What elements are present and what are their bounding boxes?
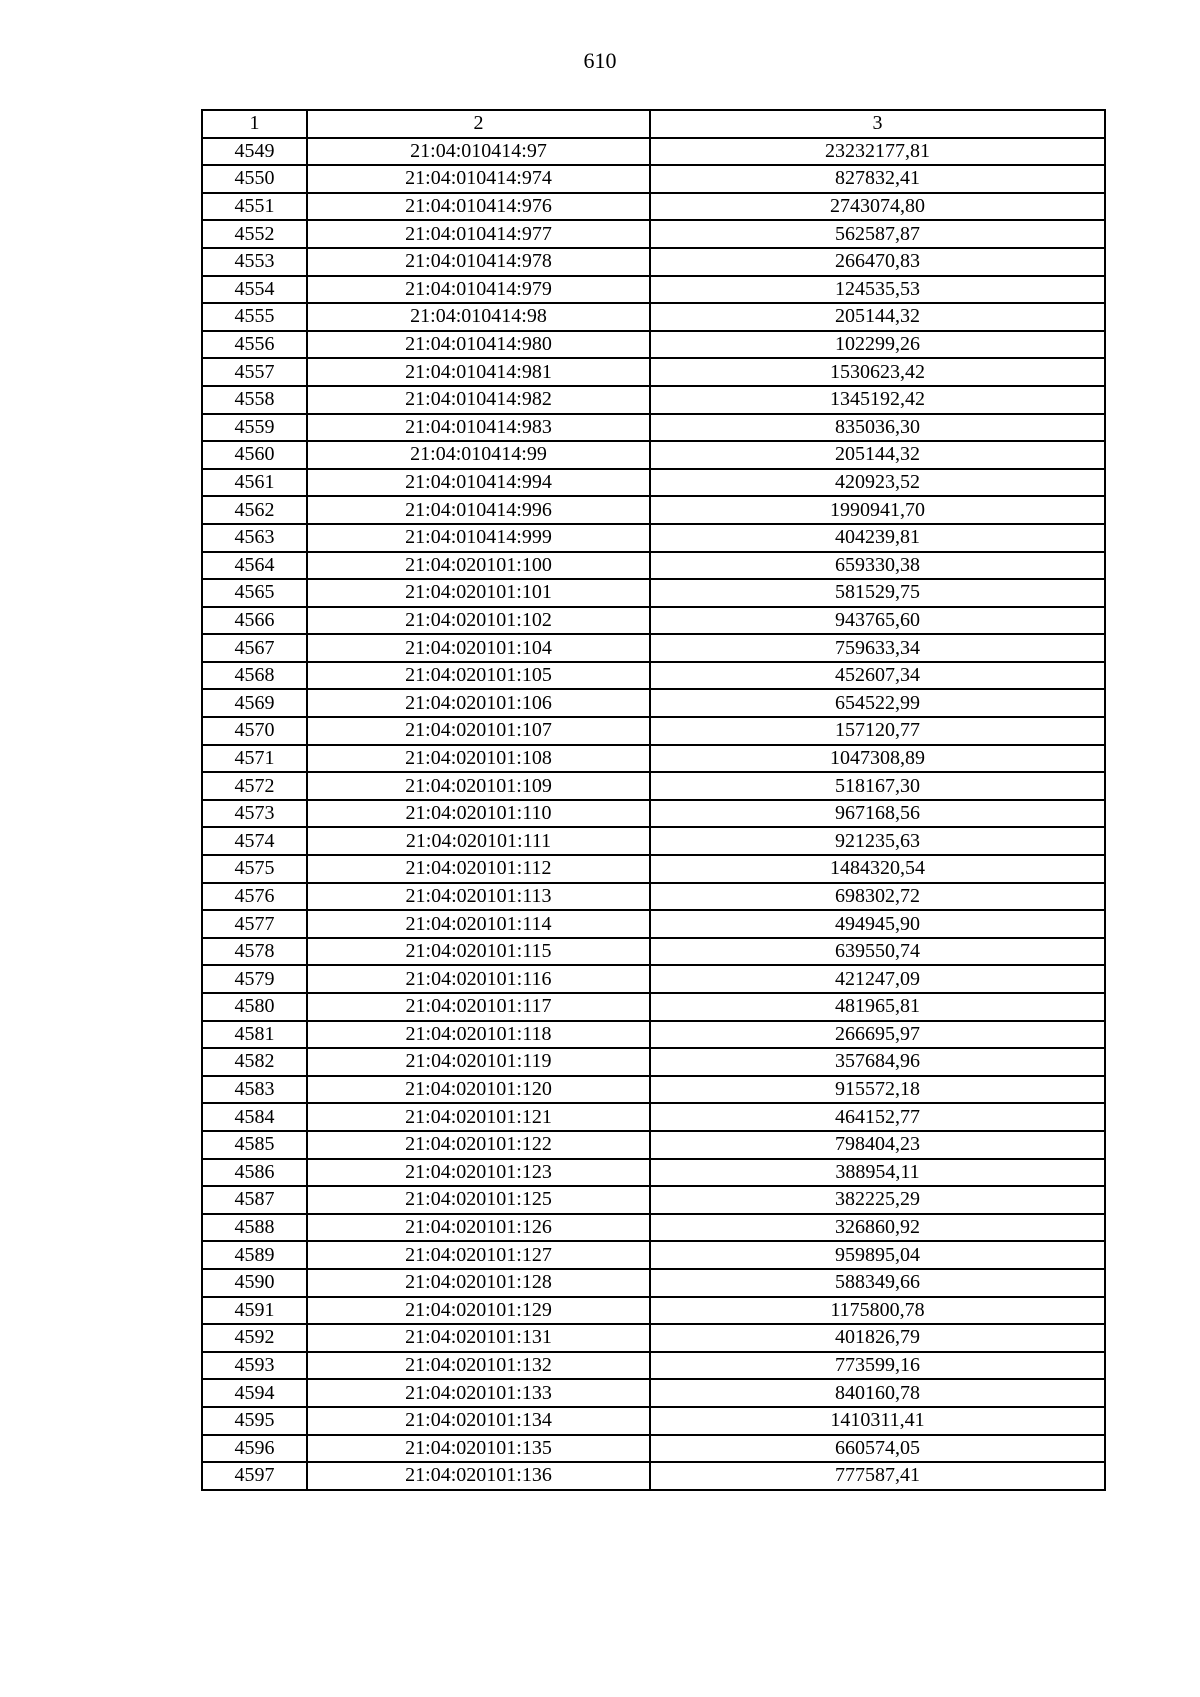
cadastral-number-cell: 21:04:020101:112 xyxy=(307,855,650,883)
cadastral-number-cell: 21:04:020101:108 xyxy=(307,745,650,773)
row-number-cell: 4587 xyxy=(202,1186,307,1214)
value-cell: 124535,53 xyxy=(650,276,1105,304)
column-header-1: 1 xyxy=(202,110,307,138)
cadastral-number-cell: 21:04:020101:121 xyxy=(307,1103,650,1131)
table-row xyxy=(202,1379,1105,1407)
value-cell: 798404,23 xyxy=(650,1131,1105,1159)
table-row xyxy=(202,1021,1105,1049)
row-number-cell: 4592 xyxy=(202,1324,307,1352)
row-number-cell: 4595 xyxy=(202,1407,307,1435)
row-number-cell: 4585 xyxy=(202,1131,307,1159)
value-cell: 357684,96 xyxy=(650,1048,1105,1076)
table-row xyxy=(202,800,1105,828)
value-cell: 827832,41 xyxy=(650,165,1105,193)
row-number-cell: 4570 xyxy=(202,717,307,745)
table-row xyxy=(202,689,1105,717)
table-header xyxy=(202,110,1105,138)
row-number-cell: 4593 xyxy=(202,1352,307,1380)
cadastral-number-cell: 21:04:020101:127 xyxy=(307,1241,650,1269)
cadastral-number-cell: 21:04:020101:102 xyxy=(307,607,650,635)
data-table xyxy=(201,109,1106,1491)
row-number-cell: 4576 xyxy=(202,883,307,911)
table-row xyxy=(202,414,1105,442)
value-cell: 266695,97 xyxy=(650,1021,1105,1049)
value-cell: 421247,09 xyxy=(650,965,1105,993)
row-number-cell: 4563 xyxy=(202,524,307,552)
value-cell: 921235,63 xyxy=(650,827,1105,855)
value-cell: 759633,34 xyxy=(650,634,1105,662)
row-number-cell: 4567 xyxy=(202,634,307,662)
cadastral-number-cell: 21:04:020101:110 xyxy=(307,800,650,828)
cadastral-number-cell: 21:04:020101:128 xyxy=(307,1269,650,1297)
value-cell: 518167,30 xyxy=(650,772,1105,800)
row-number-cell: 4560 xyxy=(202,441,307,469)
cadastral-number-cell: 21:04:010414:981 xyxy=(307,358,650,386)
table-row xyxy=(202,1076,1105,1104)
row-number-cell: 4591 xyxy=(202,1297,307,1325)
row-number-cell: 4572 xyxy=(202,772,307,800)
cadastral-number-cell: 21:04:020101:114 xyxy=(307,910,650,938)
table-row xyxy=(202,1407,1105,1435)
value-cell: 915572,18 xyxy=(650,1076,1105,1104)
column-header-2: 2 xyxy=(307,110,650,138)
value-cell: 23232177,81 xyxy=(650,138,1105,166)
table-row xyxy=(202,965,1105,993)
table-row xyxy=(202,1159,1105,1187)
value-cell: 959895,04 xyxy=(650,1241,1105,1269)
row-number-cell: 4580 xyxy=(202,993,307,1021)
value-cell: 326860,92 xyxy=(650,1214,1105,1242)
table-row xyxy=(202,138,1105,166)
table-row xyxy=(202,552,1105,580)
cadastral-number-cell: 21:04:020101:107 xyxy=(307,717,650,745)
table-row xyxy=(202,276,1105,304)
value-cell: 588349,66 xyxy=(650,1269,1105,1297)
cadastral-number-cell: 21:04:010414:974 xyxy=(307,165,650,193)
row-number-cell: 4589 xyxy=(202,1241,307,1269)
table-row xyxy=(202,193,1105,221)
row-number-cell: 4590 xyxy=(202,1269,307,1297)
cadastral-number-cell: 21:04:020101:106 xyxy=(307,689,650,717)
table-row xyxy=(202,1048,1105,1076)
table-row xyxy=(202,745,1105,773)
value-cell: 660574,05 xyxy=(650,1435,1105,1463)
cadastral-number-cell: 21:04:010414:977 xyxy=(307,220,650,248)
cadastral-number-cell: 21:04:020101:129 xyxy=(307,1297,650,1325)
value-cell: 639550,74 xyxy=(650,938,1105,966)
row-number-cell: 4566 xyxy=(202,607,307,635)
table-row xyxy=(202,579,1105,607)
row-number-cell: 4583 xyxy=(202,1076,307,1104)
row-number-cell: 4559 xyxy=(202,414,307,442)
value-cell: 840160,78 xyxy=(650,1379,1105,1407)
value-cell: 205144,32 xyxy=(650,441,1105,469)
row-number-cell: 4597 xyxy=(202,1462,307,1490)
row-number-cell: 4596 xyxy=(202,1435,307,1463)
table-row xyxy=(202,524,1105,552)
value-cell: 835036,30 xyxy=(650,414,1105,442)
row-number-cell: 4578 xyxy=(202,938,307,966)
cadastral-number-cell: 21:04:020101:133 xyxy=(307,1379,650,1407)
row-number-cell: 4565 xyxy=(202,579,307,607)
column-header-3: 3 xyxy=(650,110,1105,138)
table-row xyxy=(202,1352,1105,1380)
row-number-cell: 4582 xyxy=(202,1048,307,1076)
table-row xyxy=(202,248,1105,276)
table-row xyxy=(202,331,1105,359)
cadastral-number-cell: 21:04:010414:999 xyxy=(307,524,650,552)
row-number-cell: 4561 xyxy=(202,469,307,497)
value-cell: 943765,60 xyxy=(650,607,1105,635)
row-number-cell: 4575 xyxy=(202,855,307,883)
cadastral-number-cell: 21:04:020101:132 xyxy=(307,1352,650,1380)
value-cell: 481965,81 xyxy=(650,993,1105,1021)
table-row xyxy=(202,1462,1105,1490)
cadastral-number-cell: 21:04:010414:98 xyxy=(307,303,650,331)
table-row xyxy=(202,772,1105,800)
row-number-cell: 4579 xyxy=(202,965,307,993)
cadastral-number-cell: 21:04:020101:104 xyxy=(307,634,650,662)
row-number-cell: 4577 xyxy=(202,910,307,938)
table-row xyxy=(202,910,1105,938)
cadastral-number-cell: 21:04:020101:105 xyxy=(307,662,650,690)
table-row xyxy=(202,441,1105,469)
row-number-cell: 4552 xyxy=(202,220,307,248)
table-row xyxy=(202,1269,1105,1297)
value-cell: 404239,81 xyxy=(650,524,1105,552)
table-row xyxy=(202,303,1105,331)
value-cell: 401826,79 xyxy=(650,1324,1105,1352)
cadastral-number-cell: 21:04:020101:117 xyxy=(307,993,650,1021)
table-body xyxy=(202,138,1105,1490)
cadastral-number-cell: 21:04:010414:99 xyxy=(307,441,650,469)
row-number-cell: 4549 xyxy=(202,138,307,166)
cadastral-number-cell: 21:04:010414:978 xyxy=(307,248,650,276)
table-row xyxy=(202,662,1105,690)
table-row xyxy=(202,386,1105,414)
row-number-cell: 4554 xyxy=(202,276,307,304)
value-cell: 654522,99 xyxy=(650,689,1105,717)
cadastral-number-cell: 21:04:010414:983 xyxy=(307,414,650,442)
value-cell: 777587,41 xyxy=(650,1462,1105,1490)
value-cell: 157120,77 xyxy=(650,717,1105,745)
value-cell: 266470,83 xyxy=(650,248,1105,276)
cadastral-number-cell: 21:04:020101:126 xyxy=(307,1214,650,1242)
row-number-cell: 4588 xyxy=(202,1214,307,1242)
cadastral-number-cell: 21:04:020101:109 xyxy=(307,772,650,800)
table-row xyxy=(202,469,1105,497)
row-number-cell: 4562 xyxy=(202,496,307,524)
value-cell: 773599,16 xyxy=(650,1352,1105,1380)
cadastral-number-cell: 21:04:020101:101 xyxy=(307,579,650,607)
table-row xyxy=(202,358,1105,386)
value-cell: 494945,90 xyxy=(650,910,1105,938)
cadastral-number-cell: 21:04:020101:122 xyxy=(307,1131,650,1159)
row-number-cell: 4557 xyxy=(202,358,307,386)
value-cell: 967168,56 xyxy=(650,800,1105,828)
table-row xyxy=(202,165,1105,193)
value-cell: 2743074,80 xyxy=(650,193,1105,221)
cadastral-number-cell: 21:04:020101:134 xyxy=(307,1407,650,1435)
row-number-cell: 4558 xyxy=(202,386,307,414)
cadastral-number-cell: 21:04:020101:136 xyxy=(307,1462,650,1490)
value-cell: 464152,77 xyxy=(650,1103,1105,1131)
value-cell: 1990941,70 xyxy=(650,496,1105,524)
row-number-cell: 4564 xyxy=(202,552,307,580)
cadastral-number-cell: 21:04:010414:976 xyxy=(307,193,650,221)
page-number: 610 xyxy=(583,48,617,73)
cadastral-number-cell: 21:04:020101:125 xyxy=(307,1186,650,1214)
cadastral-number-cell: 21:04:010414:994 xyxy=(307,469,650,497)
row-number-cell: 4584 xyxy=(202,1103,307,1131)
row-number-cell: 4581 xyxy=(202,1021,307,1049)
table-row xyxy=(202,993,1105,1021)
value-cell: 102299,26 xyxy=(650,331,1105,359)
table-row xyxy=(202,1103,1105,1131)
cadastral-number-cell: 21:04:020101:118 xyxy=(307,1021,650,1049)
row-number-cell: 4555 xyxy=(202,303,307,331)
cadastral-number-cell: 21:04:020101:123 xyxy=(307,1159,650,1187)
cadastral-number-cell: 21:04:010414:979 xyxy=(307,276,650,304)
row-number-cell: 4571 xyxy=(202,745,307,773)
table-row xyxy=(202,607,1105,635)
table-row xyxy=(202,883,1105,911)
table-row xyxy=(202,1214,1105,1242)
row-number-cell: 4553 xyxy=(202,248,307,276)
value-cell: 698302,72 xyxy=(650,883,1105,911)
cadastral-number-cell: 21:04:020101:113 xyxy=(307,883,650,911)
value-cell: 659330,38 xyxy=(650,552,1105,580)
cadastral-number-cell: 21:04:020101:135 xyxy=(307,1435,650,1463)
table-row xyxy=(202,634,1105,662)
table-row xyxy=(202,938,1105,966)
table-row xyxy=(202,220,1105,248)
value-cell: 1175800,78 xyxy=(650,1297,1105,1325)
cadastral-number-cell: 21:04:010414:980 xyxy=(307,331,650,359)
cadastral-number-cell: 21:04:010414:97 xyxy=(307,138,650,166)
table-row xyxy=(202,1435,1105,1463)
row-number-cell: 4586 xyxy=(202,1159,307,1187)
cadastral-number-cell: 21:04:020101:131 xyxy=(307,1324,650,1352)
cadastral-number-cell: 21:04:020101:120 xyxy=(307,1076,650,1104)
value-cell: 420923,52 xyxy=(650,469,1105,497)
table-row xyxy=(202,1131,1105,1159)
value-cell: 1484320,54 xyxy=(650,855,1105,883)
cadastral-number-cell: 21:04:020101:119 xyxy=(307,1048,650,1076)
cadastral-number-cell: 21:04:020101:115 xyxy=(307,938,650,966)
value-cell: 388954,11 xyxy=(650,1159,1105,1187)
value-cell: 205144,32 xyxy=(650,303,1105,331)
value-cell: 382225,29 xyxy=(650,1186,1105,1214)
table-row xyxy=(202,1241,1105,1269)
row-number-cell: 4550 xyxy=(202,165,307,193)
row-number-cell: 4573 xyxy=(202,800,307,828)
table-row xyxy=(202,827,1105,855)
cadastral-number-cell: 21:04:020101:111 xyxy=(307,827,650,855)
value-cell: 452607,34 xyxy=(650,662,1105,690)
value-cell: 562587,87 xyxy=(650,220,1105,248)
header-row xyxy=(202,110,1105,138)
value-cell: 581529,75 xyxy=(650,579,1105,607)
cadastral-number-cell: 21:04:010414:996 xyxy=(307,496,650,524)
table-row xyxy=(202,496,1105,524)
table-row xyxy=(202,1186,1105,1214)
cadastral-number-cell: 21:04:020101:116 xyxy=(307,965,650,993)
row-number-cell: 4556 xyxy=(202,331,307,359)
row-number-cell: 4594 xyxy=(202,1379,307,1407)
table-row xyxy=(202,855,1105,883)
table-row xyxy=(202,1297,1105,1325)
cadastral-number-cell: 21:04:020101:100 xyxy=(307,552,650,580)
row-number-cell: 4568 xyxy=(202,662,307,690)
value-cell: 1530623,42 xyxy=(650,358,1105,386)
value-cell: 1047308,89 xyxy=(650,745,1105,773)
table-row xyxy=(202,1324,1105,1352)
row-number-cell: 4574 xyxy=(202,827,307,855)
row-number-cell: 4569 xyxy=(202,689,307,717)
table-row xyxy=(202,717,1105,745)
value-cell: 1345192,42 xyxy=(650,386,1105,414)
row-number-cell: 4551 xyxy=(202,193,307,221)
cadastral-number-cell: 21:04:010414:982 xyxy=(307,386,650,414)
value-cell: 1410311,41 xyxy=(650,1407,1105,1435)
